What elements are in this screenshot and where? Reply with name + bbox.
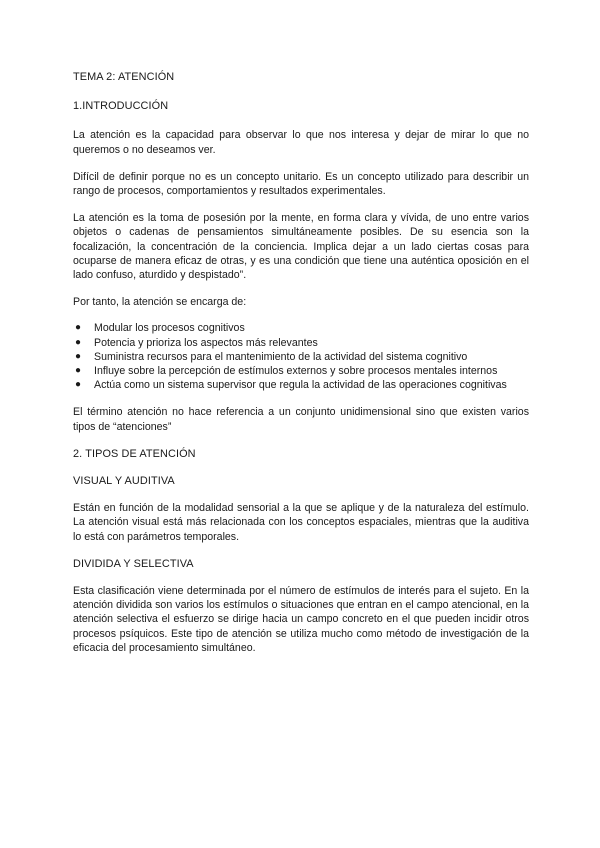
- list-item: [73, 350, 529, 364]
- subsection-heading-visual-auditiva: VISUAL Y AUDITIVA: [73, 475, 175, 488]
- bullet-icon: ●: [75, 379, 82, 391]
- paragraph-por-tanto: Por tanto, la atención se encarga de:: [73, 296, 247, 309]
- subsection-heading-dividida-selectiva: DIVIDIDA Y SELECTIVA: [73, 557, 194, 570]
- paragraph-visual-auditiva: Están en función de la modalidad sensorial a la que se aplique y de la naturaleza del estímulo. La atención visual está más relacionada con los conceptos espaciales, mientras que la auditiva lo está con parámetros temporales.: [73, 502, 529, 543]
- paragraph-definicion: La atención es la capacidad para observar lo que nos interesa y dejar de mirar lo que no queremos o no deseamos ver.: [73, 129, 529, 156]
- list-item: [73, 321, 529, 335]
- list-item-text: Influye sobre la percepción de estímulos externos y sobre procesos mentales internos: [94, 365, 498, 378]
- functions-list: [73, 321, 529, 392]
- section-heading-tipos: 2. TIPOS DE ATENCIÓN: [73, 447, 196, 460]
- list-item: [73, 336, 529, 350]
- document-title: TEMA 2: ATENCIÓN: [73, 71, 175, 83]
- list-item-text: Modular los procesos cognitivos: [94, 322, 245, 335]
- bullet-icon: ●: [75, 350, 82, 362]
- document-body: [73, 70, 529, 655]
- list-item: [73, 378, 529, 392]
- list-item-text: Actúa como un sistema supervisor que regula la actividad de las operaciones cognitivas: [94, 379, 507, 392]
- bullet-icon: ●: [75, 322, 82, 334]
- list-item: [73, 364, 529, 378]
- paragraph-dividida-selectiva: Esta clasificación viene determinada por el número de estímulos de interés para el sujeto. En la atención dividida son varios los estímulos o situaciones que entran en el campo atencional, en la atención selectiva el esfuerzo se dirige hacia un campo concreto en el que pueden incidir otros procesos psíquicos. Este tipo de atención se utiliza mucho como método de investigación de la eficacia del procesamiento simultáneo.: [73, 585, 529, 654]
- paragraph-termino-atencion: El término atención no hace referencia a un conjunto unidimensional sino que existen varios tipos de “atenciones”: [73, 406, 529, 433]
- paragraph-toma-posesion: La atención es la toma de posesión por la mente, en forma clara y vívida, de uno entre varios objetos o cadenas de pensamientos simultáneamente posibles. De su esencia son la focalización, la concentración de la conciencia. Implica dejar a un lado ciertas cosas para ocuparse de manera eficaz de otras, y es una condición que tiene una auténtica oposición en el lado confuso, aturdido y despistado”.: [73, 212, 529, 282]
- bullet-icon: ●: [75, 365, 82, 377]
- list-item-text: Suministra recursos para el mantenimiento de la actividad del sistema cognitivo: [94, 350, 468, 363]
- paragraph-dificil-definir: Difícil de definir porque no es un concepto unitario. Es un concepto utilizado para describir un rango de procesos, comportamientos y resultados experimentales.: [73, 170, 529, 198]
- section-heading-introduccion: 1.INTRODUCCIÓN: [73, 100, 169, 113]
- list-item-text: Potencia y prioriza los aspectos más relevantes: [94, 336, 318, 349]
- bullet-icon: ●: [75, 336, 82, 348]
